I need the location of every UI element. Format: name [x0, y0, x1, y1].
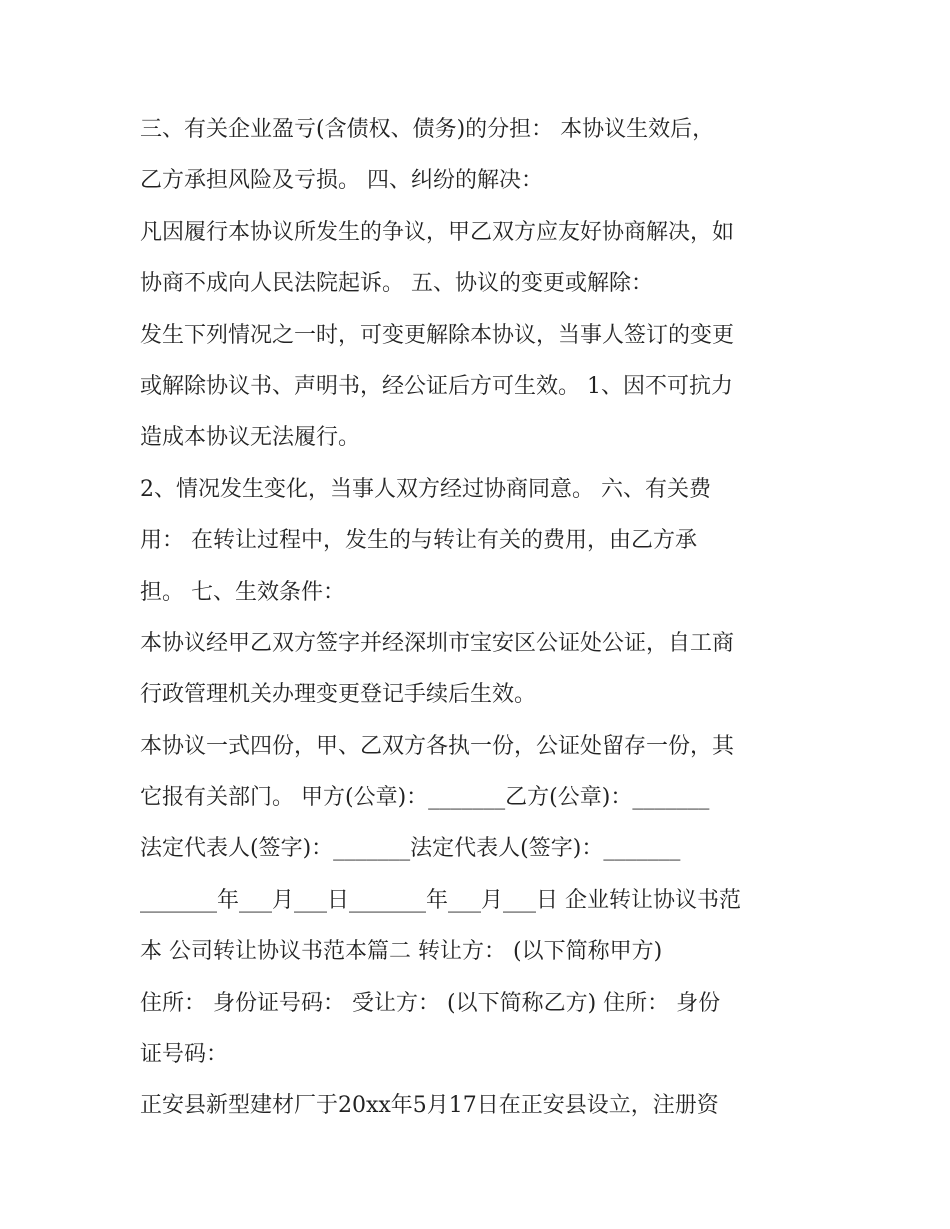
text-line-15: 法定代表人(签字)：_______法定代表人(签字)：_______ [140, 836, 681, 862]
text-line-6: 或解除协议书、声明书，经公证后方可生效。 1、因不可抗力 [140, 373, 733, 399]
text-line-20: 正安县新型建材厂于20xx年5月17日在正安县设立，注册资 [140, 1093, 719, 1119]
text-line-2: 乙方承担风险及亏损。 四、纠纷的解决： [140, 168, 543, 194]
text-line-14: 它报有关部门。 甲方(公章)：_______乙方(公章)：_______ [140, 785, 710, 811]
text-line-3: 凡因履行本协议所发生的争议，甲乙双方应友好协商解决，如 [140, 219, 735, 245]
text-line-11: 本协议经甲乙双方签字并经深圳市宝安区公证处公证，自工商 [140, 630, 735, 656]
text-line-8: 2、情况发生变化，当事人双方经过协商同意。 六、有关费 [140, 476, 711, 502]
text-line-12: 行政管理机关办理变更登记手续后生效。 [140, 682, 537, 708]
text-line-19: 证号码： [140, 1042, 229, 1068]
text-line-9: 用： 在转让过程中，发生的与转让有关的费用，由乙方承 [140, 528, 697, 554]
document-body [140, 107, 820, 1135]
text-line-5: 发生下列情况之一时，可变更解除本协议，当事人签订的变更 [140, 322, 735, 348]
text-line-13: 本协议一式四份，甲、乙双方各执一份，公证处留存一份，其 [140, 733, 735, 759]
text-line-7: 造成本协议无法履行。 [140, 425, 361, 451]
text-line-17: 本 公司转让协议书范本篇二 转让方： (以下简称甲方) [140, 939, 663, 965]
text-line-10: 担。 七、生效条件： [140, 579, 345, 605]
text-line-1: 三、有关企业盈亏(含债权、债务)的分担： 本协议生效后， [140, 117, 715, 142]
text-line-16: _______年___月___日_______年___月___日 企业转让协议书范 [140, 887, 741, 913]
text-line-18: 住所： 身份证号码： 受让方： (以下简称乙方) 住所： 身份 [140, 990, 721, 1016]
text-line-4: 协商不成向人民法院起诉。 五、协议的变更或解除： [140, 271, 653, 297]
